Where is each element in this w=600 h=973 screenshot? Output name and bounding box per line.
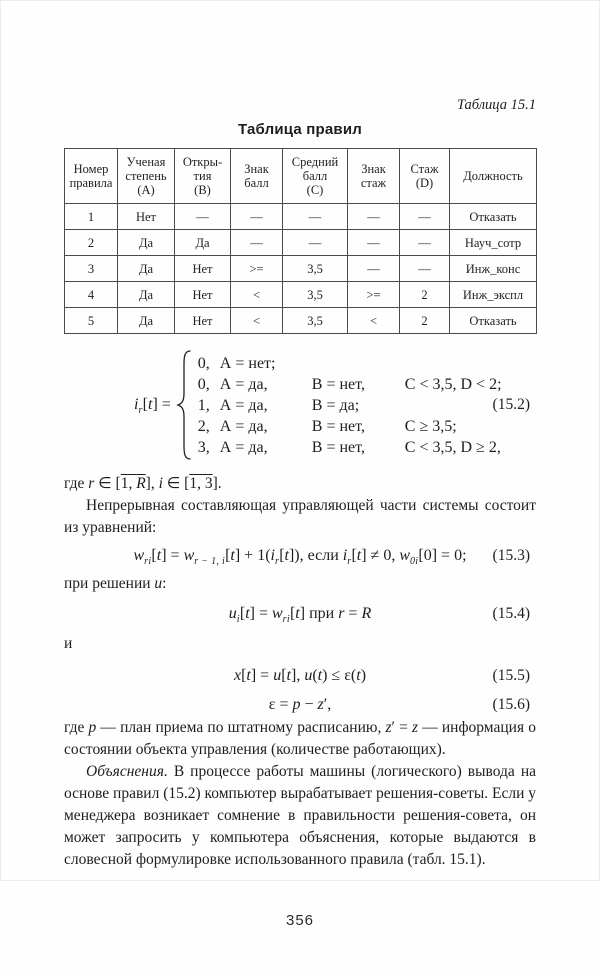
text-segment: t [286,667,291,684]
equation-case-cell: В = нет, [311,438,365,456]
table-cell: 4 [65,282,118,308]
table-cell: >= [231,256,283,282]
equation-label: (15.3) [492,547,530,564]
table-cell: — [400,204,450,230]
page-number: 356 [285,912,315,929]
table-header-cell: Средний балл (С) [283,149,348,204]
text-segment: r [274,556,280,568]
paragraph-where-p [64,717,536,761]
text-segment: где [64,475,89,492]
text-segment: Объяснения. [86,763,168,780]
table-cell: — [348,204,400,230]
table-cell: — [231,230,283,256]
equation-label: (15.4) [492,605,530,622]
text-segment: w [183,547,195,564]
equation-case-cell: А = да, [219,375,268,393]
text-segment: t [317,667,323,684]
table-cell: 2 [400,308,450,334]
table-cell: 5 [65,308,118,334]
table-cell: 3,5 [283,256,348,282]
text-segment: ] = [152,396,171,413]
table-cell: 2 [400,282,450,308]
text-segment: w [272,605,283,622]
text-segment: [ [239,605,246,622]
text-segment: z [317,696,324,713]
text-segment: = [344,605,362,622]
table-row [65,204,537,230]
text-segment: ] ≠ 0, [361,547,400,564]
equation-body [269,696,332,713]
text-segment: z [385,719,392,736]
text-segment: u [273,667,282,684]
text-segment: i [158,475,163,492]
text-segment: 0i [410,556,419,568]
table-cell: Да [118,256,175,282]
text-segment: ∈ [ [94,475,121,492]
equation-case-cell: С ≥ 3,5; [404,417,457,435]
table-cell: Науч_сотр [450,230,537,256]
table-cell: Инж_конс [450,256,537,282]
equation-case-cell: В = нет, [311,417,365,435]
table-cell: 2 [65,230,118,256]
table-body [65,204,537,334]
table-cell: — [283,230,348,256]
equation-label: (15.6) [492,696,530,713]
equation-case-row [198,353,536,374]
equation-15-2 [64,349,536,461]
equation-case-cell: В = нет, [311,375,365,393]
text-segment: z [412,719,419,736]
text-segment: ri [144,556,152,568]
equation-15-3 [64,544,536,568]
text-segment: [ [279,547,285,564]
table-row [65,230,537,256]
text-segment: ri [282,614,290,626]
text-segment: p [292,696,301,713]
table-cell: Нет [118,204,175,230]
text-segment: p [88,719,97,736]
text-segment: t [245,605,250,622]
equation-case-cell: 0, [197,375,210,393]
rules-table [64,148,537,334]
equation-case-cell: А = да, [219,417,268,435]
table-cell: Да [175,230,231,256]
text-segment: i [342,547,348,564]
text-segment: $\overline{R}$ [136,475,146,492]
table-row [65,282,537,308]
table-title: Таблица правил [237,121,363,138]
text-segment: ′, [323,696,332,713]
text-segment: ε = [268,696,293,713]
table-header-cell: Ученая степень (А) [118,149,175,204]
text-segment: ′ = [391,719,413,736]
text-segment: ] = [249,605,272,622]
text-segment: w [399,547,410,564]
equation-case-row [198,374,536,395]
text-segment: t [295,605,300,622]
equation-case-cell: 0, [197,354,210,372]
equation-case-cell: 1, [197,396,210,414]
table-cell: < [231,308,283,334]
table-cell: Да [118,282,175,308]
text-segment: i [270,547,275,564]
text-segment: : [162,575,167,592]
equation-cases [198,353,536,458]
text-segment: r [338,605,345,622]
equation-body [133,547,467,568]
text-segment: i [134,396,139,413]
text-segment: t [147,396,153,413]
text-segment: t [284,547,289,564]
text-segment: ∈ [ [162,475,190,492]
table-cell: Нет [175,282,231,308]
table-cell: < [348,308,400,334]
table-header-cell: Откры- тия (В) [175,149,231,204]
equation-case-cell: 3, [197,438,210,456]
paragraph-continuous-part: Непрерывная составляющая управляющей части системы состоит из уравнений: [64,497,536,536]
text-segment: ) [360,667,367,684]
text-segment: 1, 3 [189,475,213,492]
and-word: и [64,635,73,652]
table-head [65,149,537,204]
text-segment: [ [281,667,287,684]
text-segment: [0] = 0; [418,547,467,564]
text-segment: t [356,547,362,564]
table-cell: — [348,230,400,256]
table-cell: < [231,282,283,308]
table-cell: 3,5 [283,308,348,334]
equation-15-4 [64,602,536,626]
text-segment: ] = [250,667,274,684]
table-cell: Отказать [450,204,537,230]
text-segment: u [304,667,313,684]
equation-case-cell: 2, [197,417,210,435]
paragraph-explanations [64,761,536,871]
table-cell: — [231,204,283,230]
table-caption: Таблица 15.1 [457,97,536,113]
table-header-cell: Стаж (D) [400,149,450,204]
text-segment: ]), если [288,547,343,564]
equation-lhs [134,394,171,416]
table-header-cell: Знак стаж [348,149,400,204]
equation-15-6 [64,693,536,717]
text-segment: r − 1, i [194,556,226,568]
equation-body [228,605,372,626]
text-segment: ] = [161,547,184,564]
table-cell: Да [118,230,175,256]
text-segment: — информация о состоянии объекта управления (количестве работающих). [64,719,536,758]
text-segment: R [361,605,372,622]
text-segment: ) ≤ ε( [322,667,357,684]
text-segment: t [356,667,361,684]
table-cell: 3 [65,256,118,282]
equation-case-cell: А = нет; [219,354,276,372]
text-segment: [ [151,547,157,564]
table-row [65,256,537,282]
table-cell: — [400,256,450,282]
text-segment: В процессе работы машины (логического) вывода на основе правил (15.2) компьютер вырабатывает решения-советы. Если у менеджера возникает сомнение в правильности решения-совета, он может запросить у компьютера объяснения, которые выдаются в словесной формулировке использованного правила (табл. 15.1). [64,763,536,868]
text-segment: i [236,614,240,626]
text-segment: ], [290,667,305,684]
table-cell: — [348,256,400,282]
table-cell: — [400,230,450,256]
table-cell: Инж_экспл [450,282,537,308]
text-segment: [ [142,396,148,413]
text-segment: u [228,605,237,622]
text-segment: − [300,696,318,713]
text-segment: r [347,556,352,568]
table-cell: Нет [175,256,231,282]
book-page [1,94,599,973]
table-cell: 3,5 [283,282,348,308]
text-segment: ] при [299,605,339,622]
equation-case-row [198,437,536,458]
text-segment: t [246,667,251,684]
equation-case-cell: С < 3,5, D < 2; [404,375,502,393]
text-segment: t [230,547,235,564]
table-header-cell: Должность [450,149,537,204]
table-cell: >= [348,282,400,308]
curly-brace-icon [176,349,192,461]
equation-label: (15.2) [492,396,530,413]
text-segment: x [233,667,242,684]
table-header-row [65,149,537,204]
table-header-cell: Знак балл [231,149,283,204]
text-segment: w [133,547,145,564]
pri-reshenii-line [64,573,536,595]
equation-case-row [198,395,536,416]
text-segment: при решении [64,575,155,592]
text-segment: 1, [120,475,137,492]
table-cell: Да [118,308,175,334]
equation-case-cell: А = да, [219,438,268,456]
table-cell: Нет [175,308,231,334]
text-segment: t [156,547,162,564]
text-segment: [ [351,547,357,564]
text-segment: [ [289,605,296,622]
text-segment: ] + 1( [234,547,271,564]
table-row [65,308,537,334]
equation-case-cell: А = да, [219,396,268,414]
text-segment: ], [145,475,159,492]
table-cell: 1 [65,204,118,230]
table-cell: — [175,204,231,230]
text-segment: [ [225,547,231,564]
text-segment: ( [312,667,318,684]
equation-case-row [198,416,536,437]
equation-body [234,667,366,684]
table-header-cell: Номер правила [65,149,118,204]
table-cell: — [283,204,348,230]
text-segment: где [64,719,89,736]
equation-case-cell: С < 3,5, D ≥ 2, [404,438,501,456]
text-segment: — план приема по штатному расписанию, [96,719,386,736]
equation-case-cell: В = да; [311,396,360,414]
text-segment: u [154,575,163,592]
where-r-line [64,473,536,495]
text-segment: r [138,405,143,417]
equation-label: (15.5) [492,667,530,684]
text-segment: r [88,475,95,492]
equation-15-5 [64,664,536,688]
text-segment: ]. [212,475,222,492]
table-cell: Отказать [450,308,537,334]
text-segment: [ [241,667,247,684]
